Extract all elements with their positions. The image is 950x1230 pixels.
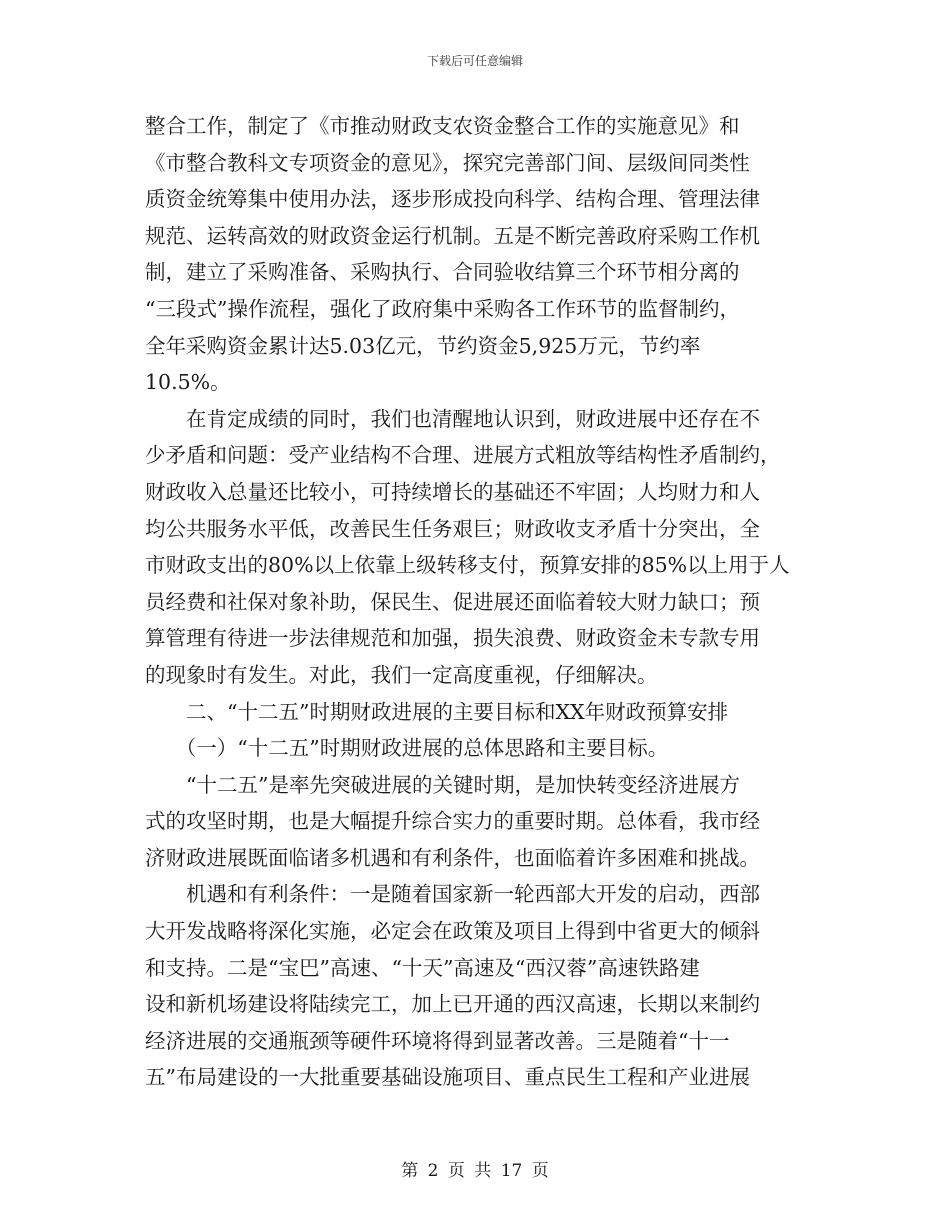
text-line: 财政收入总量还比较小，可持续增长的基础还不牢固；人均财力和人 (145, 479, 760, 504)
page-number: 第 2 页 共 17 页 (401, 1161, 549, 1181)
text-line: 大开发战略将深化实施，必定会在政策及项目上得到中省更大的倾斜 (145, 919, 760, 944)
text-line: 济财政进展既面临诸多机遇和有利条件，也面临着许多困难和挑战。 (145, 845, 760, 870)
section-heading: 二、“十二五”时期财政进展的主要目标和XX年财政预算安排 (145, 699, 729, 724)
header-note: 下载后可任意编辑 (426, 54, 523, 68)
subsection-heading: （一）“十二五”时期财政进展的总体思路和主要目标。 (145, 736, 669, 761)
text-line: 在肯定成绩的同时，我们也清醒地认识到，财政进展中还存在不 (145, 406, 760, 431)
text-line: 制，建立了采购准备、采购执行、合同验收结算三个环节相分离的 (145, 260, 740, 285)
text-line: 市财政支出的80%以上依靠上级转移支付，预算安排的85%以上用于人 (145, 553, 790, 578)
text-line: 五”布局建设的一大批重要基础设施项目、重点民生工程和产业进展 (145, 1065, 750, 1090)
document-body (145, 108, 805, 1096)
text-line: 和支持。二是“宝巴”高速、“十天”高速及“西汉蓉”高速铁路建 (145, 955, 700, 980)
text-line: 经济进展的交通瓶颈等硬件环境将得到显著改善。三是随着“十一 (145, 1028, 730, 1053)
text-line: 全年采购资金累计达5.03亿元，节约资金5,925万元，节约率 (145, 333, 701, 358)
text-line: “三段式”操作流程，强化了政府集中采购各工作环节的监督制约， (145, 296, 740, 321)
text-line: 算管理有待进一步法律规范和加强，损失浪费、财政资金未专款专用 (145, 626, 760, 651)
text-line: 少矛盾和问题：受产业结构不合理、进展方式粗放等结构性矛盾制约， (145, 443, 781, 468)
text-line: 设和新机场建设将陆续完工，加上已开通的西汉高速，长期以来制约 (145, 992, 760, 1017)
text-line: 规范、运转高效的财政资金运行机制。五是不断完善政府采购工作机 (145, 223, 760, 248)
text-line: 质资金统筹集中使用办法，逐步形成投向科学、结构合理、管理法律 (145, 187, 760, 212)
text-line: 整合工作，制定了《市推动财政支农资金整合工作的实施意见》和 (145, 114, 740, 138)
text-line: 员经费和社保对象补助，保民生、促进展还面临着较大财力缺口；预 (145, 589, 760, 614)
text-line: 10.5%。 (145, 370, 231, 395)
text-line: 均公共服务水平低，改善民生任务艰巨；财政收支矛盾十分突出，全 (145, 516, 760, 541)
text-line: 《市整合教科文专项资金的意见》，探究完善部门间、层级间同类性 (145, 150, 750, 175)
text-line: 式的攻坚时期，也是大幅提升综合实力的重要时期。总体看，我市经 (145, 809, 760, 834)
text-line: 机遇和有利条件：一是随着国家新一轮西部大开发的启动，西部 (145, 882, 760, 907)
text-line: 的现象时有发生。对此，我们一定高度重视，仔细解决。 (145, 662, 658, 687)
text-line: “十二五”是率先突破进展的关键时期，是加快转变经济进展方 (145, 772, 740, 797)
